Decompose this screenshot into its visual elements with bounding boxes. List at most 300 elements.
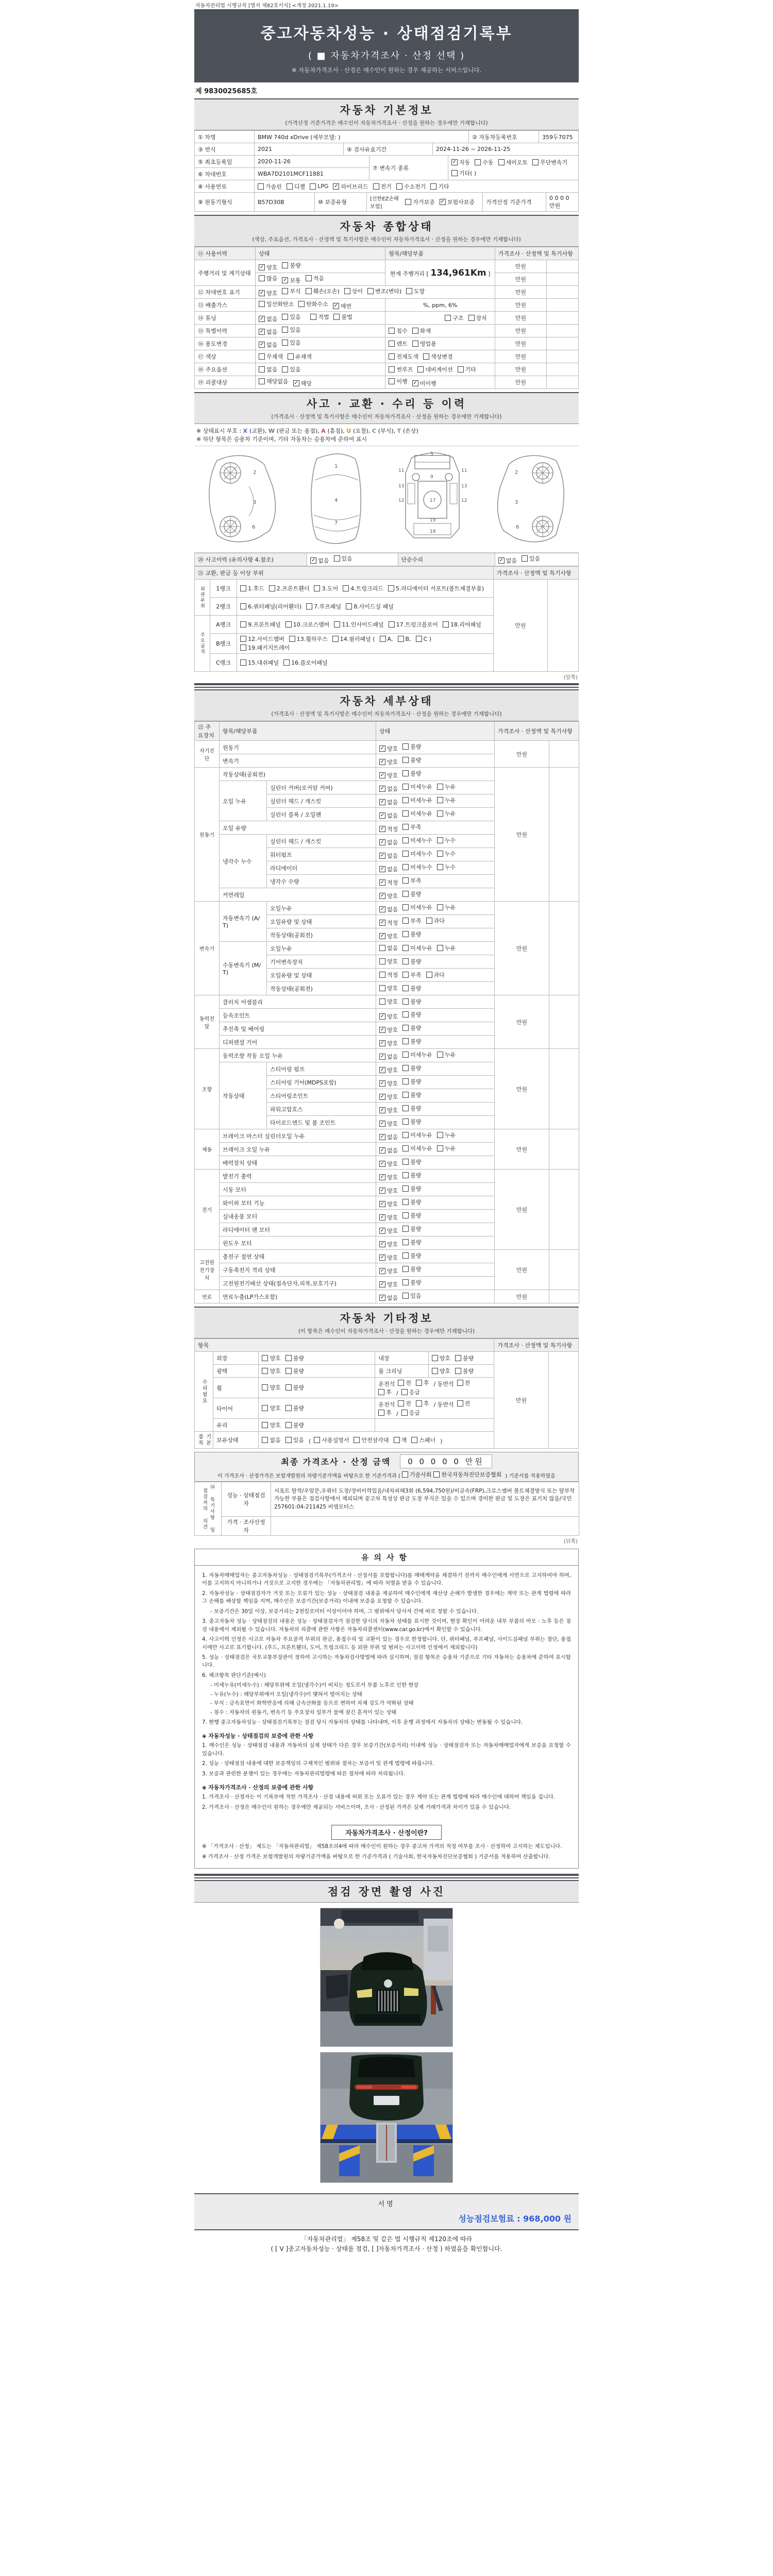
special-history-checks: [256, 325, 385, 337]
checkbox-icon: [288, 353, 294, 360]
document-title-note: ※ 자동차가격조사 · 산정은 매수인이 원하는 경우 제공하는 서비스입니다.: [291, 66, 482, 74]
checkbox-unchecked[interactable]: [402, 1117, 421, 1126]
checkbox-checked[interactable]: [259, 341, 277, 349]
checkbox-unchecked[interactable]: [437, 796, 456, 804]
checkbox-unchecked[interactable]: [398, 1379, 411, 1387]
checkbox-unchecked[interactable]: [373, 182, 392, 191]
checkbox-checked[interactable]: [379, 1280, 398, 1289]
options-label: ⑱ 주요옵션: [195, 363, 256, 376]
checkbox-unchecked[interactable]: [402, 823, 421, 831]
checkbox-checked[interactable]: [379, 1160, 398, 1168]
checkbox-unchecked[interactable]: [475, 158, 493, 166]
checkbox-label: 영업용: [419, 340, 436, 347]
checkbox-checked[interactable]: [379, 1253, 398, 1262]
checkbox-unchecked[interactable]: [259, 365, 277, 374]
inspector-role: 성능 · 상태점검자: [222, 1482, 271, 1517]
checkbox-unchecked[interactable]: [402, 876, 421, 885]
checkbox-unchecked[interactable]: [258, 182, 282, 191]
checkbox-checked[interactable]: [379, 1053, 398, 1061]
checkbox-unchecked[interactable]: [402, 809, 432, 818]
checkbox-unchecked[interactable]: [402, 890, 421, 898]
note-cell: [546, 337, 578, 350]
checkbox-icon: ✓: [380, 825, 385, 832]
checkbox-unchecked[interactable]: [402, 1158, 421, 1166]
checkbox-unchecked[interactable]: [240, 602, 301, 611]
checkbox-unchecked[interactable]: [437, 1144, 456, 1153]
checkbox-unchecked[interactable]: [379, 971, 398, 979]
detail-item-checks: [376, 1170, 495, 1183]
checkbox-unchecked[interactable]: [262, 1421, 280, 1429]
checkbox-icon: ✓: [311, 557, 316, 563]
check-group-text: 운전석: [378, 1401, 395, 1408]
checkbox-unchecked[interactable]: [389, 340, 407, 348]
detail-item-label: 충전구 절연 상태: [220, 1250, 376, 1263]
checkbox-unchecked[interactable]: [402, 1037, 421, 1045]
checkbox-unchecked[interactable]: [402, 1131, 432, 1139]
checkbox-unchecked[interactable]: [285, 1421, 304, 1429]
checkbox-unchecked[interactable]: [402, 971, 421, 979]
checkbox-label: 양호: [387, 933, 398, 940]
checkbox-unchecked[interactable]: [285, 620, 330, 629]
checkbox-unchecked[interactable]: [402, 836, 432, 844]
checkbox-unchecked[interactable]: [289, 635, 328, 643]
checkbox-unchecked[interactable]: [402, 1024, 421, 1032]
checkbox-unchecked[interactable]: [455, 1367, 474, 1375]
detail-item-checks: [376, 821, 495, 835]
checkbox-unchecked[interactable]: [430, 182, 449, 191]
document-subtitle: ( ■ 자동차가격조사 · 산정 선택 ): [308, 50, 465, 61]
checkbox-unchecked[interactable]: [380, 636, 393, 642]
checkbox-checked[interactable]: [379, 1039, 398, 1047]
checkbox-icon: [262, 1437, 268, 1443]
checkbox-label: 부족: [410, 972, 422, 978]
checkbox-unchecked[interactable]: [457, 1379, 470, 1387]
checkbox-label: 변조(변타): [375, 288, 402, 295]
checkbox-unchecked[interactable]: [402, 1238, 421, 1246]
checkbox-unchecked[interactable]: [398, 1399, 411, 1408]
checkbox-unchecked[interactable]: [314, 1436, 349, 1444]
checkbox-checked[interactable]: [379, 919, 398, 927]
checkbox-unchecked[interactable]: [367, 287, 401, 295]
checkbox-label: 전: [464, 1400, 470, 1407]
checkbox-icon: [306, 603, 312, 609]
signature-label: 서명: [378, 2200, 395, 2208]
checkbox-unchecked[interactable]: [379, 944, 398, 952]
checkbox-unchecked[interactable]: [259, 377, 289, 385]
checkbox-icon: ✓: [380, 1107, 385, 1113]
checkbox-checked[interactable]: [379, 1227, 398, 1235]
checkbox-icon: ✓: [380, 1053, 385, 1059]
checkbox-checked[interactable]: [379, 878, 398, 887]
checkbox-unchecked[interactable]: [411, 1436, 435, 1444]
tire-checks: [259, 1398, 375, 1419]
basic-items-group-label: 기본품목: [195, 1432, 213, 1449]
checkbox-unchecked[interactable]: [402, 1064, 421, 1072]
rank-row: [195, 580, 579, 598]
checkbox-unchecked[interactable]: [389, 365, 413, 374]
checkbox-unchecked[interactable]: [354, 1436, 389, 1444]
checkbox-checked[interactable]: [379, 1026, 398, 1034]
checkbox-checked[interactable]: [379, 1213, 398, 1222]
checkbox-unchecked[interactable]: [402, 1104, 421, 1112]
checkbox-unchecked[interactable]: [259, 352, 283, 361]
checkbox-checked[interactable]: [379, 744, 398, 753]
checkbox-unchecked[interactable]: [333, 313, 352, 321]
checkbox-unchecked[interactable]: [437, 1050, 456, 1059]
checkbox-unchecked[interactable]: [412, 327, 431, 335]
checkbox-icon: [402, 945, 409, 951]
checkbox-unchecked[interactable]: [416, 1379, 429, 1387]
checkbox-unchecked[interactable]: [402, 742, 421, 751]
checkbox-unchecked[interactable]: [437, 1131, 456, 1139]
checkbox-unchecked[interactable]: [298, 300, 328, 308]
checkbox-unchecked[interactable]: [437, 903, 456, 911]
checkbox-unchecked[interactable]: [306, 287, 340, 295]
checkbox-unchecked[interactable]: [398, 636, 411, 642]
checkbox-unchecked[interactable]: [262, 1436, 280, 1444]
exterior-label: 외장: [213, 1352, 259, 1365]
checkbox-unchecked[interactable]: [451, 169, 476, 177]
checkbox-unchecked[interactable]: [282, 261, 300, 269]
emission-checks: [256, 299, 385, 312]
checkbox-unchecked[interactable]: [402, 1171, 421, 1179]
checkbox-checked[interactable]: [379, 1294, 398, 1302]
check-group-text: / 동반석: [433, 1381, 454, 1387]
detail-item-label: 오일 유량: [220, 821, 376, 835]
checkbox-unchecked[interactable]: [282, 313, 300, 321]
checkbox-unchecked[interactable]: [426, 971, 445, 979]
checkbox-checked[interactable]: [379, 758, 398, 766]
checkbox-unchecked[interactable]: [402, 1010, 421, 1019]
checkbox-unchecked[interactable]: [389, 377, 407, 385]
checkbox-unchecked[interactable]: [306, 274, 324, 282]
checkbox-unchecked[interactable]: [437, 850, 456, 858]
checkbox-checked[interactable]: [379, 905, 398, 913]
checkbox-icon: [402, 918, 409, 924]
checkbox-unchecked[interactable]: [437, 809, 456, 818]
notice-paragraph: 1. 자동차매매업자는 중고자동차성능 · 상태점검기록부(가격조사 · 산정서를 포함합니다)를 매매계약을 체결하기 전까지 매수인에게 서면으로 고지하여야 하며, 이를 고지하지 아니하거나 거짓으로 고지한 경우에는 「자동차관리법」에 따라 처벌을 받을 수 있습니다.: [202, 1572, 571, 1587]
checkbox-checked[interactable]: [310, 556, 329, 565]
checkbox-checked[interactable]: [259, 328, 277, 336]
checkbox-unchecked[interactable]: [455, 1354, 474, 1362]
checkbox-unchecked[interactable]: [402, 1077, 421, 1086]
checkbox-unchecked[interactable]: [402, 930, 421, 938]
checkbox-icon: [314, 585, 320, 591]
final-price-box: [194, 1452, 579, 1482]
checkbox-checked[interactable]: [379, 838, 398, 846]
checkbox-checked[interactable]: [333, 182, 368, 191]
checkbox-unchecked[interactable]: [402, 1225, 421, 1233]
checkbox-unchecked[interactable]: [402, 863, 432, 871]
checkbox-checked[interactable]: [498, 556, 517, 565]
checkbox-unchecked[interactable]: [402, 756, 421, 764]
checkbox-checked[interactable]: [412, 379, 436, 387]
checkbox-checked[interactable]: [259, 315, 277, 323]
checkbox-checked[interactable]: [379, 1106, 398, 1114]
checkbox-unchecked[interactable]: [402, 1265, 421, 1273]
checkbox-unchecked[interactable]: [288, 352, 312, 361]
usage-change-label: ⑯ 용도변경: [195, 337, 256, 350]
checkbox-label: 19.패키지트레이: [248, 645, 290, 651]
checkbox-unchecked[interactable]: [402, 796, 432, 804]
checkbox-unchecked[interactable]: [433, 1470, 501, 1479]
checkbox-unchecked[interactable]: [240, 584, 264, 592]
checkbox-unchecked[interactable]: [306, 602, 341, 611]
checkbox-icon: [402, 1011, 409, 1018]
checkbox-unchecked[interactable]: [282, 326, 300, 334]
detail-price-cell: 만원: [495, 995, 549, 1049]
detail-item-checks: [376, 1036, 495, 1049]
checkbox-unchecked[interactable]: [412, 340, 436, 348]
checkbox-icon: [402, 1266, 409, 1272]
fuel-checks: [255, 180, 578, 192]
checkbox-unchecked[interactable]: [402, 903, 432, 911]
summary-col-state: 상태: [256, 247, 385, 260]
checkbox-unchecked[interactable]: [269, 584, 310, 592]
checkbox-checked[interactable]: [259, 289, 277, 297]
checkbox-unchecked[interactable]: [334, 620, 383, 629]
checkbox-unchecked[interactable]: [437, 944, 456, 952]
checkbox-unchecked[interactable]: [282, 287, 300, 295]
checkbox-checked[interactable]: [379, 1066, 398, 1074]
checkbox-unchecked[interactable]: [405, 198, 435, 206]
sub-group-label: 수동변속기 (M/T): [220, 942, 267, 995]
checkbox-unchecked[interactable]: [406, 287, 425, 295]
checkbox-unchecked[interactable]: [334, 554, 352, 563]
checkbox-unchecked[interactable]: [402, 850, 432, 858]
checkbox-unchecked[interactable]: [389, 352, 418, 361]
checkbox-unchecked[interactable]: [262, 1354, 280, 1362]
checkbox-unchecked[interactable]: [423, 352, 453, 361]
checkbox-unchecked[interactable]: [402, 1292, 421, 1300]
checkbox-unchecked[interactable]: [262, 1383, 280, 1392]
checkbox-label: 없음: [266, 329, 278, 335]
detail-item-label: 배력장치 상태: [220, 1156, 376, 1170]
detail-price-cell: 만원: [495, 1129, 549, 1170]
checkbox-checked[interactable]: [379, 825, 398, 833]
checkbox-icon: [498, 159, 505, 165]
checkbox-unchecked[interactable]: [379, 997, 398, 1006]
check-group-text: /: [396, 1390, 398, 1397]
checkbox-checked[interactable]: [379, 1120, 398, 1128]
checkbox-unchecked[interactable]: [432, 1367, 450, 1375]
checkbox-unchecked[interactable]: [378, 1409, 392, 1417]
svg-text:1: 1: [334, 464, 338, 469]
checkbox-unchecked[interactable]: [532, 158, 567, 166]
detail-row: [195, 1170, 579, 1183]
checkbox-unchecked[interactable]: [282, 338, 300, 347]
checkbox-unchecked[interactable]: [262, 1404, 280, 1412]
checkbox-label: 누유: [444, 796, 456, 804]
checkbox-checked[interactable]: [379, 932, 398, 940]
checkbox-unchecked[interactable]: [259, 274, 277, 282]
checkbox-unchecked[interactable]: [402, 1184, 421, 1193]
divider: [194, 687, 579, 688]
checkbox-unchecked[interactable]: [402, 1198, 421, 1206]
checkbox-unchecked[interactable]: [396, 182, 426, 191]
checkbox-checked[interactable]: [379, 1267, 398, 1275]
checkbox-icon: [451, 170, 458, 176]
checkbox-unchecked[interactable]: [283, 658, 328, 667]
checkbox-unchecked[interactable]: [416, 1399, 429, 1408]
checkbox-unchecked[interactable]: [402, 769, 421, 777]
checkbox-unchecked[interactable]: [285, 1436, 304, 1444]
checkbox-unchecked[interactable]: [310, 183, 328, 190]
detail-col-part: 항목/해당부품: [220, 722, 376, 741]
checkbox-checked[interactable]: [379, 811, 398, 820]
checkbox-label: 양호: [387, 958, 398, 965]
checkbox-checked[interactable]: [379, 852, 398, 860]
checkbox-unchecked[interactable]: [417, 365, 452, 374]
checkbox-unchecked[interactable]: [468, 314, 487, 322]
summary-col-part: 항목/해당부품: [385, 247, 495, 260]
checkbox-label: 불량: [410, 1212, 422, 1219]
checkbox-checked[interactable]: [440, 198, 475, 206]
checkbox-unchecked[interactable]: [432, 1354, 450, 1362]
checkbox-unchecked[interactable]: [310, 313, 329, 321]
checkbox-unchecked[interactable]: [285, 1383, 304, 1392]
checkbox-unchecked[interactable]: [401, 1409, 420, 1417]
document-number: 제 9830025685호: [195, 88, 258, 95]
checkbox-unchecked[interactable]: [287, 182, 305, 191]
checkbox-unchecked[interactable]: [426, 917, 445, 925]
checkbox-unchecked[interactable]: [344, 287, 363, 295]
checkbox-checked[interactable]: [379, 865, 398, 873]
checkbox-checked[interactable]: [379, 1079, 398, 1088]
checkbox-checked[interactable]: [379, 1093, 398, 1101]
checkbox-unchecked[interactable]: [402, 1278, 421, 1286]
checkbox-label: 무채색: [266, 353, 283, 360]
checkbox-unchecked[interactable]: [402, 1251, 421, 1260]
checkbox-unchecked[interactable]: [394, 1436, 407, 1444]
checkbox-icon: [437, 837, 443, 843]
checkbox-checked[interactable]: [282, 276, 300, 284]
checkbox-icon: [475, 159, 481, 165]
checkbox-unchecked[interactable]: [401, 1388, 420, 1396]
checkbox-icon: ✓: [380, 1227, 385, 1233]
checkbox-unchecked[interactable]: [416, 636, 431, 642]
checkbox-checked[interactable]: [333, 302, 351, 310]
checkbox-label: 미세누유: [410, 796, 432, 804]
checkbox-icon: ✓: [380, 933, 385, 939]
checkbox-icon: [522, 555, 528, 562]
checkbox-checked[interactable]: [379, 771, 398, 779]
note-cell: [546, 286, 578, 299]
checkbox-checked[interactable]: [379, 1012, 398, 1021]
checkbox-unchecked[interactable]: [285, 1404, 304, 1412]
checkbox-label: 부족: [410, 877, 422, 884]
checkbox-checked[interactable]: [379, 1133, 398, 1141]
checkbox-unchecked[interactable]: [402, 944, 432, 952]
checkbox-label: 과다: [433, 972, 445, 978]
checkbox-icon: [402, 810, 409, 817]
checkbox-label: A,: [387, 635, 393, 642]
checkbox-unchecked[interactable]: [240, 635, 284, 643]
checkbox-unchecked[interactable]: [379, 957, 398, 965]
checkbox-unchecked[interactable]: [285, 1354, 304, 1362]
checkbox-checked[interactable]: [379, 892, 398, 900]
checkbox-unchecked[interactable]: [402, 1050, 432, 1059]
checkbox-label: 없음: [387, 866, 398, 873]
checkbox-unchecked[interactable]: [343, 584, 383, 592]
checkbox-unchecked[interactable]: [457, 1399, 470, 1408]
mark-symbol: C: [372, 428, 378, 434]
checkbox-icon: [285, 621, 292, 628]
checkbox-unchecked[interactable]: [332, 635, 375, 643]
check-group-text: /: [396, 1411, 398, 1417]
checkbox-unchecked[interactable]: [282, 365, 300, 374]
checkbox-checked[interactable]: [379, 1146, 398, 1155]
checkbox-unchecked[interactable]: [437, 863, 456, 871]
checkbox-unchecked[interactable]: [437, 836, 456, 844]
checkbox-unchecked[interactable]: [402, 917, 421, 925]
checkbox-unchecked[interactable]: [285, 1367, 304, 1375]
year-value: 2021: [255, 143, 344, 155]
checkbox-unchecked[interactable]: [402, 1470, 432, 1479]
checkbox-icon: ✓: [259, 329, 264, 334]
checkbox-checked[interactable]: [293, 379, 312, 387]
checkbox-unchecked[interactable]: [402, 783, 432, 791]
checkbox-unchecked[interactable]: [378, 1388, 392, 1396]
special-history-label: ⑮ 특별이력: [195, 325, 256, 337]
checkbox-icon: [306, 288, 312, 294]
checkbox-unchecked[interactable]: [388, 584, 484, 592]
checkbox-unchecked[interactable]: [402, 1091, 421, 1099]
checkbox-unchecked[interactable]: [437, 783, 456, 791]
checkbox-checked[interactable]: [259, 263, 277, 272]
note-cell: [546, 312, 578, 325]
checkbox-unchecked[interactable]: [240, 643, 290, 652]
checkbox-unchecked[interactable]: [445, 314, 463, 322]
car-name-value: BMW 740d xDrive (세부모델: ): [255, 131, 469, 143]
detail-item-label: 디퍼렌셜 기어: [220, 1036, 376, 1049]
checkbox-unchecked[interactable]: [389, 327, 407, 335]
checkbox-unchecked[interactable]: [402, 957, 421, 965]
checkbox-unchecked[interactable]: [498, 158, 528, 166]
checkbox-checked[interactable]: [379, 1173, 398, 1181]
repair-group-label: 수리필요: [195, 1352, 213, 1432]
checkbox-label: 누유: [444, 904, 456, 911]
checkbox-checked[interactable]: [451, 158, 470, 166]
checkbox-unchecked[interactable]: [402, 1211, 421, 1219]
checkbox-checked[interactable]: [379, 798, 398, 806]
checkbox-unchecked[interactable]: [314, 584, 338, 592]
checkbox-unchecked[interactable]: [522, 554, 540, 563]
checkbox-unchecked[interactable]: [458, 365, 476, 374]
checkbox-unchecked[interactable]: [240, 620, 281, 629]
checkbox-unchecked[interactable]: [346, 602, 394, 611]
checkbox-unchecked[interactable]: [402, 997, 421, 1006]
checkbox-unchecked[interactable]: [389, 620, 438, 629]
checkbox-checked[interactable]: [379, 785, 398, 793]
checkbox-unchecked[interactable]: [402, 984, 421, 992]
checkbox-unchecked[interactable]: [259, 300, 294, 308]
checkbox-label: 양호: [270, 1354, 281, 1362]
mileage-value: 134,961Km: [430, 267, 486, 278]
checkbox-label: 미세누유: [410, 1145, 432, 1152]
checkbox-unchecked[interactable]: [240, 658, 279, 667]
checkbox-checked[interactable]: [379, 1200, 398, 1208]
emission-values: %, ppm, 6%: [385, 299, 495, 312]
price-cell: 만원: [495, 363, 546, 376]
checkbox-unchecked[interactable]: [262, 1367, 280, 1375]
checkbox-unchecked[interactable]: [443, 620, 481, 629]
checkbox-unchecked[interactable]: [379, 984, 398, 992]
legend-note: ※ 하단 항목은 승용차 기준이며, 기타 자동차는 승용차에 준하여 표시: [196, 436, 367, 443]
checkbox-checked[interactable]: [379, 1240, 398, 1248]
checkbox-unchecked[interactable]: [402, 1144, 432, 1153]
checkbox-checked[interactable]: [379, 1187, 398, 1195]
